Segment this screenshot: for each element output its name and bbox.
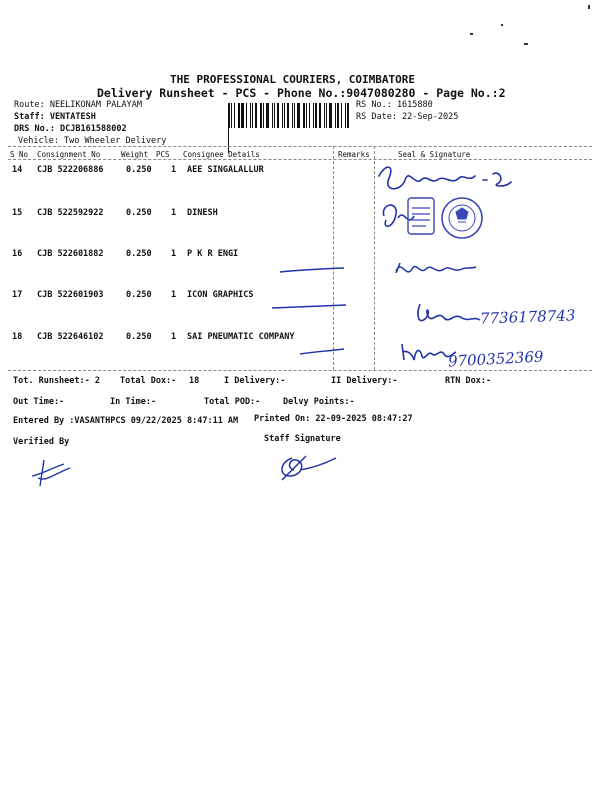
table-top-rule [8, 146, 592, 147]
cell-pcs: 1 [171, 208, 177, 218]
scan-speck [524, 43, 528, 45]
cell-weight: 0.250 [126, 332, 152, 342]
staff-signature-label: Staff Signature [264, 434, 341, 444]
ii-delivery: II Delivery:- [331, 376, 398, 386]
col-header-seal: Seal & Signature [398, 150, 471, 159]
rs-date: RS Date: 22-Sep-2025 [356, 112, 459, 122]
cell-weight: 0.250 [126, 165, 152, 175]
row18-remark-line [298, 346, 348, 358]
barcode-bar [231, 103, 232, 128]
row16-remark-line [278, 266, 348, 276]
cell-pcs: 1 [171, 290, 177, 300]
cell-pcs: 1 [171, 332, 177, 342]
barcode-bar [347, 103, 349, 128]
scan-speck [588, 5, 590, 9]
cell-sno: 14 [12, 165, 23, 175]
cell-consignee: P K R ENGI [187, 249, 239, 259]
company-title: THE PROFESSIONAL COURIERS, COIMBATORE [170, 73, 416, 86]
entered-by: Entered By :VASANTHPCS 09/22/2025 8:47:11 AM [13, 416, 239, 426]
barcode-bar [341, 103, 342, 128]
col-header-consignee: Consignee Details [183, 150, 260, 159]
staff-signature-scrawl [276, 452, 340, 482]
barcode-bar [309, 103, 310, 128]
cell-weight: 0.250 [126, 290, 152, 300]
barcode-bar [297, 103, 300, 128]
col-header-sno: S No [10, 150, 29, 159]
out-time: Out Time:- [13, 397, 65, 407]
col-header-consignment: Consignment No [37, 150, 101, 159]
drs-number: DRS No.: DCJB161588002 [14, 124, 127, 134]
runsheet-subtitle: Delivery Runsheet - PCS - Phone No.:9047080280 - Page No.:2 [97, 86, 506, 100]
cell-sno: 16 [12, 249, 23, 259]
total-dox-value: 18 [189, 376, 200, 386]
row16-handwritten-signature [392, 257, 482, 281]
col-header-weight: Weight [121, 150, 149, 159]
barcode-bar [241, 103, 244, 128]
row17-handwritten-phone: 7736178743 [479, 306, 576, 328]
col-header-remarks: Remarks [338, 150, 370, 159]
barcode-bar [228, 103, 230, 128]
row17-remark-line [270, 302, 350, 312]
staff-label: Staff: VENTATESH [14, 112, 96, 122]
barcode-bar [274, 103, 275, 128]
barcode-bar [335, 103, 336, 128]
barcode-bar [246, 103, 247, 128]
barcode-bar [263, 103, 264, 128]
table-header-rule [8, 159, 592, 160]
barcode [228, 103, 352, 128]
i-delivery: I Delivery:- [224, 376, 286, 386]
cell-consignment: CJB 522206886 [37, 165, 104, 175]
barcode-bar [287, 103, 289, 128]
barcode-bar [337, 103, 339, 128]
barcode-bar [329, 103, 332, 128]
cell-consignment: CJB 522646102 [37, 332, 104, 342]
scan-speck [501, 24, 503, 26]
total-dox-label: Total Dox:- [120, 376, 177, 386]
tot-runsheet: Tot. Runsheet:- 2 [13, 376, 100, 386]
route-label: Route: NEELIKONAM PALAYAM [14, 100, 142, 110]
delvy-points: Delvy Points:- [283, 397, 355, 407]
verified-by-signature [30, 458, 76, 488]
row18-handwritten-phone: 9700352369 [447, 347, 544, 371]
barcode-bar [326, 103, 327, 128]
table-bottom-rule [8, 370, 592, 371]
cell-weight: 0.250 [126, 208, 152, 218]
barcode-bar [306, 103, 307, 128]
barcode-bar [319, 103, 321, 128]
barcode-bar [250, 103, 251, 128]
verified-by-label: Verified By [13, 437, 70, 447]
barcode-bar [315, 103, 317, 128]
barcode-bar [234, 103, 235, 128]
cell-pcs: 1 [171, 165, 177, 175]
col-header-pcs: PCS [156, 150, 170, 159]
row17-handwritten-signature [414, 300, 484, 330]
barcode-bar [252, 103, 253, 128]
cell-consignee: DINESH [187, 208, 218, 218]
barcode-bar [272, 103, 273, 128]
vehicle-label: Vehicle: Two Wheeler Delivery [18, 136, 167, 146]
total-pod: Total POD:- [204, 397, 261, 407]
barcode-bar [277, 103, 279, 128]
barcode-bar [324, 103, 325, 128]
cell-pcs: 1 [171, 249, 177, 259]
barcode-bar [292, 103, 293, 128]
barcode-bar [294, 103, 295, 128]
barcode-bar [345, 103, 346, 128]
remarks-divider [333, 146, 334, 370]
barcode-bar [282, 103, 283, 128]
scan-speck [470, 33, 473, 35]
barcode-bar [260, 103, 262, 128]
barcode-bar [238, 103, 240, 128]
cell-weight: 0.250 [126, 249, 152, 259]
barcode-bar [255, 103, 257, 128]
cell-consignment: CJB 522601882 [37, 249, 104, 259]
cell-consignment: CJB 522601903 [37, 290, 104, 300]
cell-consignment: CJB 522592922 [37, 208, 104, 218]
rtn-dox: RTN Dox:- [445, 376, 492, 386]
rs-number: RS No.: 1615880 [356, 100, 433, 110]
cell-consignee: SAI PNEUMATIC COMPANY [187, 332, 295, 342]
cell-consignee: AEE SINGALALLUR [187, 165, 264, 175]
cell-consignee: ICON GRAPHICS [187, 290, 254, 300]
printed-on: Printed On: 22-09-2025 08:47:27 [254, 414, 413, 424]
barcode-bar [266, 103, 269, 128]
row15-company-stamp [378, 194, 498, 244]
barcode-bar [284, 103, 285, 128]
in-time: In Time:- [110, 397, 157, 407]
cell-sno: 18 [12, 332, 23, 342]
cell-sno: 15 [12, 208, 23, 218]
cell-sno: 17 [12, 290, 23, 300]
barcode-bar [303, 103, 305, 128]
barcode-bar [313, 103, 314, 128]
